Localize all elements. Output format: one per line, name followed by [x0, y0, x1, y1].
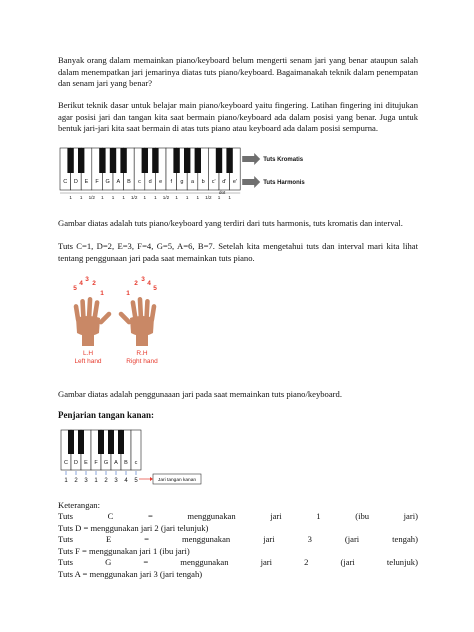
note-label: A [116, 179, 121, 185]
note-label: d' [222, 179, 227, 185]
fingering-paragraph: Berikut teknik dasar untuk belajar main piano/keyboard yaitu fingering. Latihan fingering ini ditujukan agar posisi jari dan tangan kita saat bermain piano/keyboard ada dalam posisi yang benar. Juga untuk bentuk jari-jari kita saat bermain di atas tuts piano atau keyboard ada dalam posisi sempurna. [58, 100, 418, 134]
legend-word: G [105, 557, 112, 568]
interval-label: 1 [196, 195, 200, 200]
interval-label: 1 [79, 195, 83, 200]
left-finger-number: 4 [79, 280, 83, 287]
left-finger-number: 3 [85, 276, 89, 283]
note-label: E [84, 179, 89, 185]
interval-label: 1 [122, 195, 125, 200]
finger-number: 2 [104, 478, 108, 484]
note-label: a [190, 179, 195, 185]
right-finger-number: 2 [134, 280, 138, 287]
note-label: d [148, 179, 152, 185]
note-label: c' [211, 179, 216, 185]
legend-word: Tuts [58, 557, 73, 568]
finger-number: 1 [94, 478, 98, 484]
black-key [173, 148, 179, 173]
legend-word: Tuts [58, 511, 73, 521]
note-label: e [159, 179, 163, 185]
black-key [68, 430, 74, 454]
right-finger-number: 5 [153, 285, 157, 292]
legend-word: 1 [316, 511, 321, 521]
left-finger-number: 1 [100, 290, 104, 297]
legend-word: Tuts [58, 534, 73, 545]
keyboard-caption: Gambar diatas adalah tuts piano/keyboard yang terdiri dari tuts harmonis, tuts kromatis dan interval. [58, 218, 403, 228]
black-key [98, 430, 104, 454]
label-kromatis: Tuts Kromatis [263, 157, 304, 163]
black-key [110, 148, 116, 173]
interval-label: 1/2 [205, 195, 212, 200]
finger-number: 3 [84, 478, 88, 484]
interval-label: 1/2 [88, 195, 95, 200]
interval-label: 1 [175, 195, 178, 200]
legend-word: jari [270, 511, 282, 521]
note-numbers-paragraph: Tuts C=1, D=2, E=3, F=4, G=5, A=6, B=7. Setelah kita mengetahui tuts dan interval mari kita lihat tentang penggunaan jari pada saat memainkan tuts piano. [58, 241, 418, 263]
note-label: F [94, 460, 98, 466]
legend-word: 3 [307, 534, 312, 545]
legend-line-justified [58, 557, 418, 569]
callout-arrowhead [150, 477, 153, 481]
legend-word: menggunakan [180, 557, 229, 568]
note-label: e' [232, 179, 237, 185]
legend-line: Tuts F = menggunakan jari 1 (ibu jari) [58, 545, 190, 556]
black-key [184, 148, 190, 173]
note-label: E [84, 460, 88, 466]
legend-word: jari [263, 534, 275, 545]
finger-number: 1 [64, 478, 68, 484]
dot-label: dot [219, 190, 226, 195]
note-label: C [64, 460, 68, 466]
black-key [216, 148, 222, 173]
left-hand-label: Left hand [74, 358, 102, 365]
label-harmonis: Tuts Harmonis [263, 180, 305, 186]
callout-text: Jari tangan kanan [157, 478, 197, 483]
right-wrist [136, 333, 148, 346]
interval-label: 1 [154, 195, 157, 200]
finger-number: 2 [74, 478, 78, 484]
legend-word: (jari [344, 534, 360, 545]
interval-label: 1 [101, 195, 104, 200]
black-key [195, 148, 201, 173]
finger-number: 3 [114, 478, 118, 484]
interval-label: 1/2 [162, 195, 170, 200]
black-key [78, 148, 84, 173]
interval-label: 1 [143, 195, 147, 200]
right-hand-heading: Penjarian tangan kanan: [58, 410, 155, 420]
keyboard-diagram [58, 146, 328, 210]
note-label: c [138, 179, 141, 185]
intro-paragraph: Banyak orang dalam memainkan piano/keyboard belum mengerti senam jari yang benar ataupun salah dalam menempatkan jari jemarinya diatas tuts piano/keyboard. Bagaimanakah teknik dalam penempatan dan senam jari yang benar? [58, 55, 418, 89]
left-wrist [82, 333, 94, 346]
finger-number: 4 [124, 478, 128, 484]
legend-word: tengah) [392, 534, 418, 545]
interval-label: 1 [217, 195, 221, 200]
keterangan-label: Keterangan: [58, 500, 100, 510]
interval-label: 1 [69, 195, 72, 200]
note-label: c [134, 460, 138, 466]
hands-finger-diagram [58, 273, 172, 365]
legend-line: Tuts D = menggunakan jari 2 (jari telunjuk) [58, 522, 209, 533]
black-key [226, 148, 232, 173]
note-label: G [105, 179, 110, 185]
right-finger-number: 3 [141, 276, 145, 283]
legend-word: telunjuk) [386, 557, 418, 568]
left-hand-abbr: L.H [82, 350, 94, 357]
legend-line-justified [58, 534, 418, 546]
finger-number: 5 [134, 478, 138, 484]
left-finger-number: 2 [92, 280, 96, 287]
black-key [99, 148, 105, 173]
hands-caption: Gambar diatas adalah penggunaaan jari pada saat memainkan tuts piano/keyboard. [58, 389, 342, 399]
black-key [108, 430, 114, 454]
legend-word: (ibu [355, 511, 370, 521]
black-key [67, 148, 73, 173]
legend-word: E [105, 534, 112, 545]
note-label: D [73, 179, 78, 185]
right-hand-keyboard-diagram [58, 428, 228, 490]
legend-word: C [107, 511, 114, 521]
legend-word: menggunakan [182, 534, 231, 545]
interval-label: 1 [111, 195, 115, 200]
note-label: F [95, 179, 99, 185]
note-label: G [103, 460, 109, 466]
interval-label: 1 [228, 195, 231, 200]
interval-label: 1/2 [131, 195, 138, 200]
note-label: B [127, 179, 131, 185]
note-label: D [74, 460, 78, 466]
right-hand-abbr: R.H [136, 350, 148, 357]
legend-word: menggunakan [187, 511, 236, 521]
legend-word: = [144, 534, 150, 545]
right-hand-label: Right hand [126, 358, 158, 365]
note-label: b [201, 179, 205, 185]
note-label: g [180, 179, 184, 185]
legend-word: = [143, 557, 149, 568]
note-label: A [114, 460, 118, 466]
note-label: B [124, 460, 128, 466]
black-key [152, 148, 158, 173]
black-key [78, 430, 84, 454]
legend-word: 2 [304, 557, 309, 568]
legend-word: jari [260, 557, 273, 568]
note-label: f [170, 179, 173, 185]
legend-word: jari) [403, 511, 418, 521]
right-finger-number: 4 [147, 280, 151, 287]
left-hand [73, 297, 112, 346]
legend-line-justified [58, 511, 418, 523]
note-label: C [63, 179, 68, 185]
right-finger [149, 304, 156, 322]
legend-word: = [147, 511, 153, 521]
left-finger-number: 5 [73, 285, 77, 292]
legend-line: Tuts A = menggunakan jari 3 (jari tengah) [58, 569, 203, 579]
right-finger-number: 1 [126, 290, 130, 297]
left-finger [73, 304, 80, 322]
black-key [118, 430, 124, 454]
legend-word: (jari [340, 557, 355, 568]
black-key [120, 148, 126, 173]
interval-label: 1 [185, 195, 189, 200]
right-hand [118, 297, 157, 346]
black-key [142, 148, 148, 173]
